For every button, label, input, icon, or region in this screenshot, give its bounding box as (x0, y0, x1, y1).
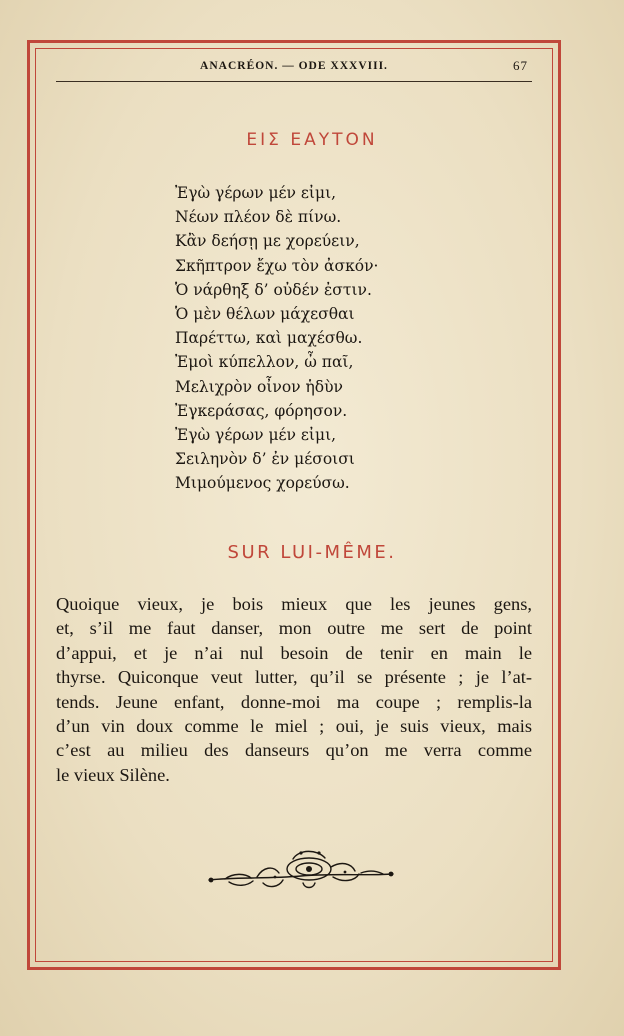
greek-poem (175, 181, 515, 496)
prose-line: tends. Jeune enfant, donne-moi ma coupe ; remplis-la (56, 691, 532, 712)
running-header (56, 58, 532, 80)
greek-line: Νέων πλέον δὲ πίνω. (175, 208, 342, 227)
prose-line: d’un vin doux comme le miel ; oui, je suis vieux, mais (56, 716, 532, 737)
greek-line: Μιμούμενος χορεύσω. (175, 474, 350, 493)
greek-line: Ἐγκεράσας, φόρησον. (175, 401, 348, 420)
french-translation-paragraph (56, 592, 532, 787)
greek-line: Σκῆπτρον ἔχω τὸν ἀσκόν· (175, 256, 379, 275)
greek-line: Ὁ νάρθηξ δ’ οὐδέν ἐστιν. (175, 280, 372, 299)
prose-line: thyrse. Quiconque veut lutter, qu’il se présente ; je l’at- (56, 667, 532, 688)
greek-line: Παρέττω, καὶ μαχέσθω. (175, 329, 363, 348)
prose-line: et, s’il me faut danser, mon outre me sert de point (56, 618, 532, 639)
prose-line: Quoique vieux, je bois mieux que les jeunes gens, (56, 594, 532, 614)
greek-line: Σειληνὸν δ’ ἐν μέσοισι (175, 450, 355, 469)
greek-line: Κἂν δεήσῃ με χορεύειν, (175, 232, 360, 251)
prose-line: d’appui, et je n’ai nul besoin de tenir en main le (56, 642, 532, 663)
prose-line: c’est au milieu des danseurs qu’on me verra comme (56, 740, 532, 761)
greek-line: Ὁ μὲν θέλων μάχεσθαι (175, 305, 355, 324)
greek-line: Ἐγὼ γέρων μέν εἰμι, (175, 426, 337, 445)
fleuron-ornament-icon (205, 843, 397, 895)
header-rule (56, 81, 532, 82)
page-number: 67 (513, 58, 528, 73)
running-title: ANACRÉON. — ODE XXXVIII. (200, 60, 388, 72)
prose-line: le vieux Silène. (56, 764, 170, 785)
french-translation-title: SUR LUI-MÊME. (227, 542, 397, 563)
greek-line: Ἐμοὶ κύπελλον, ὦ παῖ, (175, 353, 354, 372)
greek-line: Ἐγὼ γέρων μέν εἰμι, (175, 184, 337, 202)
greek-line: Μελιχρὸν οἶνον ἡδὺν (175, 377, 343, 396)
greek-ode-title: ΕΙΣ ΕΑΥΤΟΝ (246, 130, 378, 150)
